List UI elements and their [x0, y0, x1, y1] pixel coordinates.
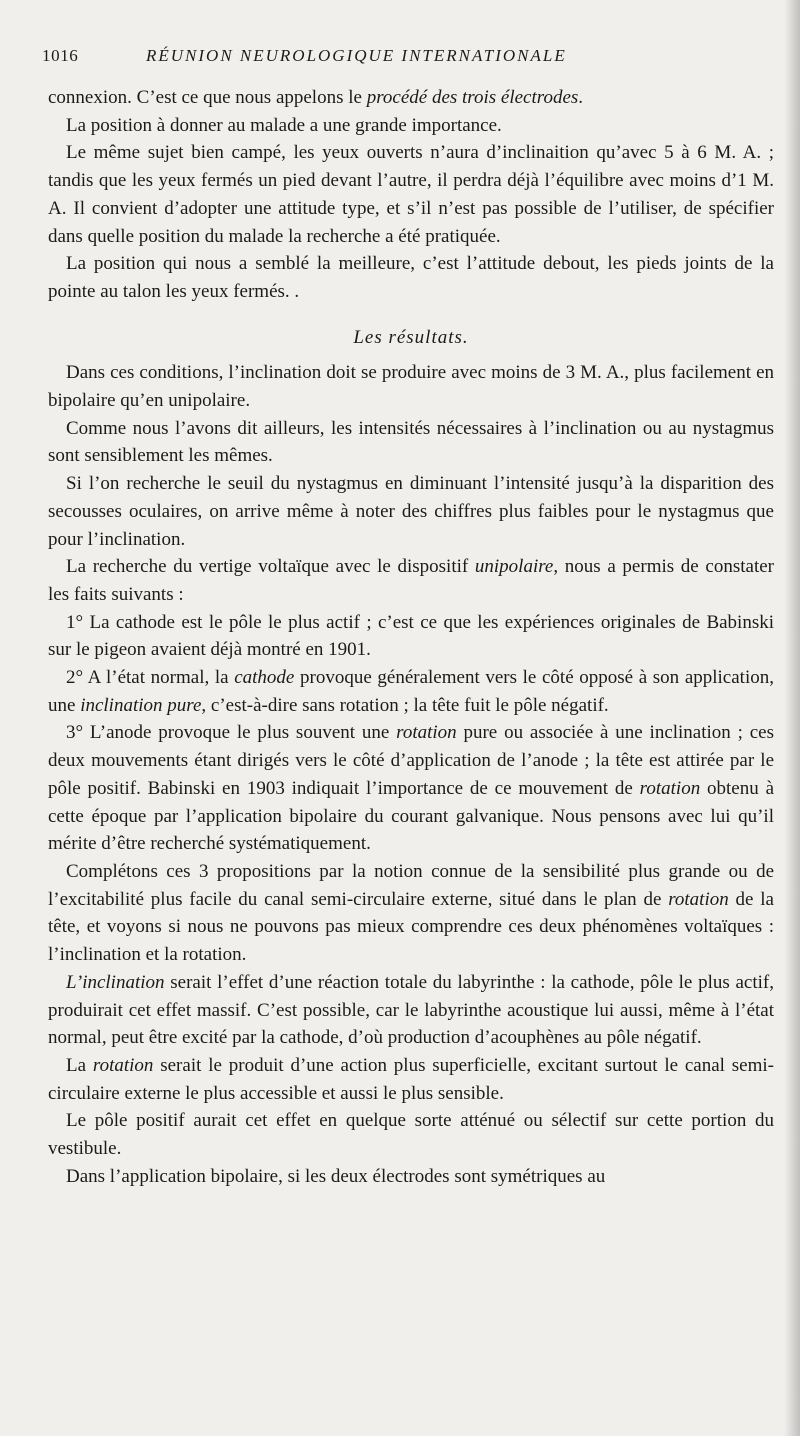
- italic-term: procédé des trois électrodes: [366, 87, 579, 108]
- paragraph-12: Complétons ces 3 propositions par la notion connue de la sensibilité plus grande ou de l’excitabilité plus facile du canal semi-circulaire externe, situé dans le plan de rotation de la tête, et voyons si nous ne pouvons pas mieux comprendre ces deux phénomènes voltaïques : l’inclination et la rotation.: [48, 860, 774, 966]
- paragraph-6: Comme nous l’avons dit ailleurs, les intensités nécessaires à l’inclination ou au nystagmus sont sensiblement les mêmes.: [48, 417, 774, 467]
- paragraph-4: La position qui nous a semblé la meilleure, c’est l’attitude debout, les pieds joints de la pointe au talon les yeux fermés. .: [48, 253, 774, 302]
- page-edge-shadow: [784, 0, 800, 1436]
- italic-term: rotation: [396, 722, 457, 744]
- paragraph-7: Si l’on recherche le seuil du nystagmus en diminuant l’intensité jusqu’à la disparition des secousses oculaires, on arrive même à noter des chiffres plus faibles pour le nystagmus que pour l’inclination.: [48, 473, 774, 550]
- italic-term: cathode: [234, 667, 295, 689]
- paragraph-16: Dans l’application bipolaire, si les deux électrodes sont symétriques au: [66, 1165, 606, 1187]
- italic-term: inclination pure: [80, 694, 202, 716]
- paragraph-13: L’inclination serait l’effet d’une réaction totale du labyrinthe : la cathode, pôle le plus actif, produirait cet effet massif. C’est possible, car le labyrinthe acoustique lui aussi, même à l’état normal, peut être excité par la cathode, d’où production d’acouphènes au pôle négatif.: [48, 971, 774, 1049]
- running-title: RÉUNION NEUROLOGIQUE INTERNATIONALE: [146, 46, 567, 65]
- paragraph-5: Dans ces conditions, l’inclination doit se produire avec moins de 3 M. A., plus facilement en bipolaire qu’en unipolaire.: [48, 362, 774, 412]
- paragraph-1: connexion. C’est ce que nous appelons le procédé des trois électrodes.: [48, 87, 584, 108]
- italic-term: rotation: [639, 777, 701, 799]
- italic-term: unipolaire: [474, 556, 554, 578]
- paragraph-10: 2° A l’état normal, la cathode provoque généralement vers le côté opposé à son application, une inclination pure, c’est-à-dire sans rotation ; la tête fuit le pôle négatif.: [48, 667, 774, 716]
- section-heading: Les résultats.: [353, 326, 469, 348]
- page-header: [42, 46, 760, 74]
- paragraph-8: La recherche du vertige voltaïque avec le dispositif unipolaire, nous a permis de constater les faits suivants :: [48, 556, 774, 605]
- body-text: [48, 84, 774, 1190]
- page-number: 1016: [42, 46, 79, 65]
- paragraph-2: La position à donner au malade a une grande importance.: [66, 114, 502, 136]
- paragraph-3: Le même sujet bien campé, les yeux ouverts n’aura d’inclinaition qu’avec 5 à 6 M. A. ; tandis que les yeux fermés un pied devant l’autre, il perdra déjà l’équilibre avec moins d’1 M. A. Il convient d’adopter une attitude type, et s’il n’est pas possible de l’utiliser, de spécifier dans quelle position du malade la recherche a été pratiquée.: [48, 142, 774, 247]
- italic-term: rotation: [668, 888, 729, 910]
- paragraph-11: 3° L’anode provoque le plus souvent une rotation pure ou associée à une inclination ; ces deux mouvements étant dirigés vers le côté d’application de l’anode ; la tête est attirée par le pôle positif. Babinski en 1903 indiquait l’importance de ce mouvement de rotation obtenu à cette époque par l’application bipolaire du courant galvanique. Nous pensons avec lui qu’il mérite d’être recherché systématiquement.: [48, 722, 775, 855]
- paragraph-14: La rotation serait le produit d’une action plus superficielle, excitant surtout le canal semi-circulaire externe le plus accessible et aussi le plus sensible.: [48, 1054, 774, 1104]
- paragraph-15: Le pôle positif aurait cet effet en quelque sorte atténué ou sélectif sur cette portion du vestibule.: [48, 1110, 774, 1160]
- italic-term: rotation: [92, 1054, 154, 1076]
- italic-term: L’inclination: [66, 971, 165, 993]
- paragraph-9: 1° La cathode est le pôle le plus actif ; c’est ce que les expériences originales de Babinski sur le pigeon avaient déjà montré en 1901.: [48, 611, 774, 661]
